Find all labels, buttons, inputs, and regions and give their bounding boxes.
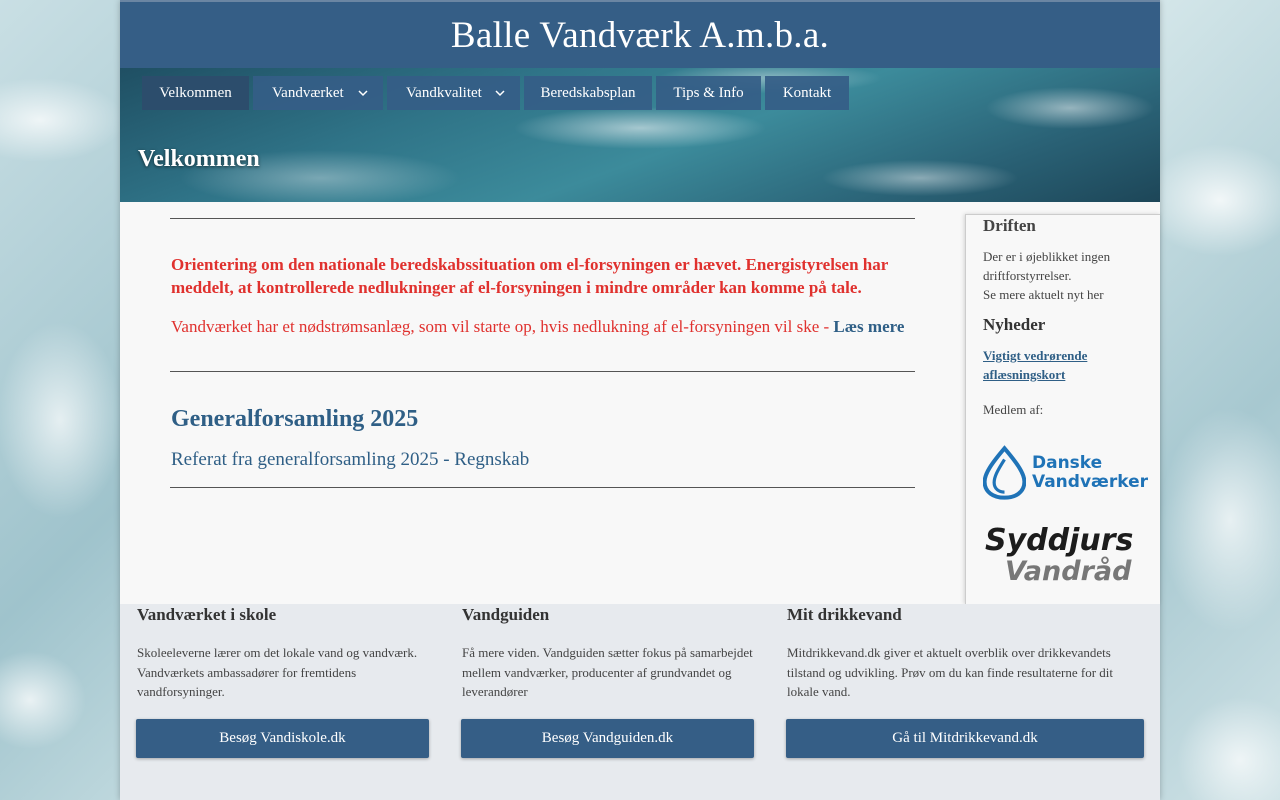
nav-item-vandkvalitet[interactable] [387,76,520,110]
chevron-down-icon [355,85,371,101]
nav-label: Vandkvalitet [406,84,482,101]
news-title: Nyheder [983,315,1046,334]
mitdrikkevand-button[interactable]: Gå til Mitdrikkevand.dk [786,719,1144,758]
divider [170,371,915,372]
svg-text:Vandråd: Vandråd [1005,556,1132,584]
accounts-link[interactable]: Regnskab [454,449,530,470]
logo-text-line: Vandværker [1031,472,1148,492]
logo-text-line: Danske [1031,453,1103,473]
minutes-link[interactable]: Referat fra generalforsamling 2025 [171,449,439,470]
alert-detail [171,317,915,337]
danske-vandvaerker-logo[interactable] [983,440,1148,506]
content-area [120,202,1160,604]
nav-label: Vandværket [272,84,344,101]
alert-detail-text: Vandværket har et nødstrømsanlæg, som vil starte op, hvis nedlukning af el-forsyningen vil ske - [171,317,834,336]
syddjurs-logo-icon [983,520,1147,584]
main-nav [142,76,849,110]
link-separator: - [438,449,455,470]
section-title: Generalforsamling 2025 [171,406,419,432]
nav-item-velkommen[interactable] [142,76,249,110]
nav-item-tips-info[interactable] [656,76,761,110]
page-container [120,0,1160,800]
sidebar-title: Driften [983,216,1036,235]
svg-text:Syddjurs: Syddjurs [985,523,1134,558]
footer-col-text: Skoleeleverne lærer om det lokale vand og vandværk. Vandværkets ambassadører for fremtidens vandforsyninger. [137,645,418,699]
footer-col-drikkevand [787,604,1127,702]
nav-item-vandvaerket[interactable] [253,76,383,110]
footer-col-text: Mitdrikkevand.dk giver et aktuelt overblik over drikkevandets tilstand og udvikling. Prøv om du kan finde resultaterne for dit lokale vand. [787,645,1114,699]
status-text [983,247,1148,304]
member-label: Medlem af: [983,402,1044,417]
read-more-link[interactable]: Læs mere [833,317,905,336]
chevron-down-icon [492,85,508,101]
nav-label: Tips & Info [673,84,744,101]
site-header [120,0,1160,68]
main-content [170,218,915,488]
status-line: Der er i øjeblikket ingen driftforstyrrelser. [983,249,1111,283]
footer [120,604,1160,800]
vandguiden-button[interactable]: Besøg Vandguiden.dk [461,719,754,758]
footer-col-skole [137,604,437,702]
footer-col-title: Vandværket i skole [137,605,277,624]
footer-col-title: Mit drikkevand [787,605,902,624]
logo-text [1032,454,1148,492]
nav-item-beredskabsplan[interactable] [524,76,652,110]
footer-col-text: Få mere viden. Vandguiden sætter fokus på samarbejdet mellem vandværker, producenter af grundvandet og leverandører [462,645,753,699]
alert-message: Orientering om den nationale beredskabssituation om el-forsyningen er hævet. Energistyrelsen har meddelt, at kontrollerede nedlukninger af el-forsyningen i mindre områder kan komme på tale. [171,255,888,297]
site-title[interactable]: Balle Vandværk A.m.b.a. [450,14,830,56]
divider [170,487,915,488]
hero-banner [120,68,1160,202]
news-link[interactable]: Vigtigt vedrørende aflæsningskort [983,348,1088,382]
footer-col-title: Vandguiden [462,605,550,624]
syddjurs-vandraad-logo[interactable] [983,520,1148,589]
nav-label: Beredskabsplan [540,84,636,101]
nav-label: Kontakt [782,84,832,101]
nav-label: Velkommen [159,84,232,101]
vandiskole-button[interactable]: Besøg Vandiskole.dk [136,719,429,758]
water-drop-icon [983,440,1026,506]
page-heading: Velkommen [138,146,260,172]
gf-links [171,449,915,471]
nav-item-kontakt[interactable] [765,76,849,110]
footer-col-vandguiden [462,604,762,702]
divider [170,218,915,219]
more-news-line[interactable]: Se mere aktuelt nyt her [983,287,1104,302]
sidebar [965,214,1160,604]
